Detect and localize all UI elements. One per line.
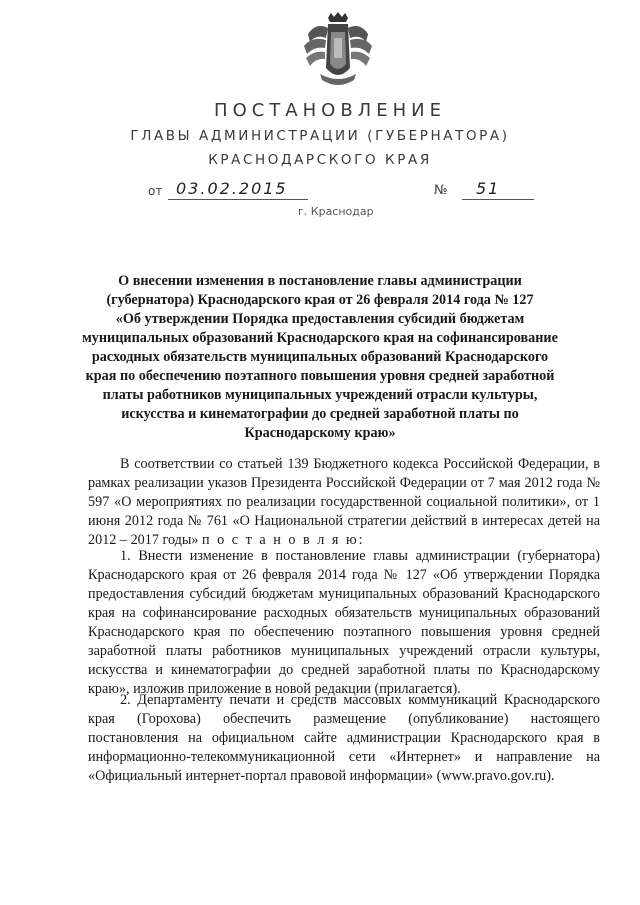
number-label: № xyxy=(434,183,448,198)
number-value: 51 xyxy=(476,179,501,198)
date-field xyxy=(148,180,318,200)
region-heading: КРАСНОДАРСКОГО КРАЯ xyxy=(208,152,432,168)
document-type-heading: ПОСТАНОВЛЕНИЕ xyxy=(214,100,446,121)
decree-word: п о с т а н о в л я ю: xyxy=(202,532,365,548)
preamble-paragraph xyxy=(88,455,600,550)
number-field xyxy=(434,180,544,200)
title-line: расходных обязательств муниципальных образований Краснодарского xyxy=(91,349,549,365)
title-line: платы работников муниципальных учреждений отрасли культуры, xyxy=(102,387,538,403)
title-line: «Об утверждении Порядка предоставления субсидий бюджетам xyxy=(115,311,525,327)
date-value: 03.02.2015 xyxy=(176,179,288,198)
title-line: Краснодарскому краю» xyxy=(244,425,396,441)
title-line: муниципальных образований Краснодарского края на софинансирование xyxy=(82,330,558,346)
preamble-text: В соответствии со статьей 139 Бюджетного кодекса Российской Федерации, в рамках реализации указов Президента Российской Федерации от 7 мая 2012 года № 597 «О мероприятиях по реализации государственной социальной политики», от 1 июня 2012 года № 761 «О Национальной стратегии действий в интересах детей на 2012 – 2017 годы» xyxy=(88,456,600,548)
coat-of-arms-icon xyxy=(298,12,378,92)
item-2-paragraph xyxy=(88,691,600,786)
title-line: О внесении изменения в постановление главы администрации xyxy=(118,273,522,289)
issuer-heading: ГЛАВЫ АДМИНИСТРАЦИИ (ГУБЕРНАТОРА) xyxy=(130,128,510,144)
title-line: края по обеспечению поэтапного повышения уровня средней заработной xyxy=(85,368,555,384)
title-line: (губернатора) Краснодарского края от 26 февраля 2014 года № 127 xyxy=(106,292,534,308)
item-1-text: 1. Внести изменение в постановление главы администрации (губернатора) Краснодарского края от 26 февраля 2014 года № 127 «Об утверждении Порядка предоставления субсидий бюджетам муниципальных образований Краснодарского края на софинансирование расходных обязательств муниципальных образований Краснодарского края по обеспечению поэтапного повышения уровня средней заработной платы работников муниципальных учреждений отрасли культуры, искусства и кинематографии до средней заработной платы по Краснодарскому краю», изложив приложение в новой редакции (прилагается). xyxy=(88,548,600,697)
city-label: г. Краснодар xyxy=(298,205,374,218)
date-label: от xyxy=(148,184,163,198)
item-1-paragraph xyxy=(88,547,600,699)
document-title xyxy=(78,272,562,443)
title-line: искусства и кинематографии до средней заработной платы по xyxy=(121,406,519,422)
item-2-text: 2. Департаменту печати и средств массовых коммуникаций Краснодарского края (Горохова) обеспечить размещение (опубликование) настоящего постановления на официальном сайте администрации Краснодарского края в информационно-телекоммуникационной сети «Интернет» и направление на «Официальный интернет-портал правовой информации» (www.pravo.gov.ru). xyxy=(88,692,600,784)
